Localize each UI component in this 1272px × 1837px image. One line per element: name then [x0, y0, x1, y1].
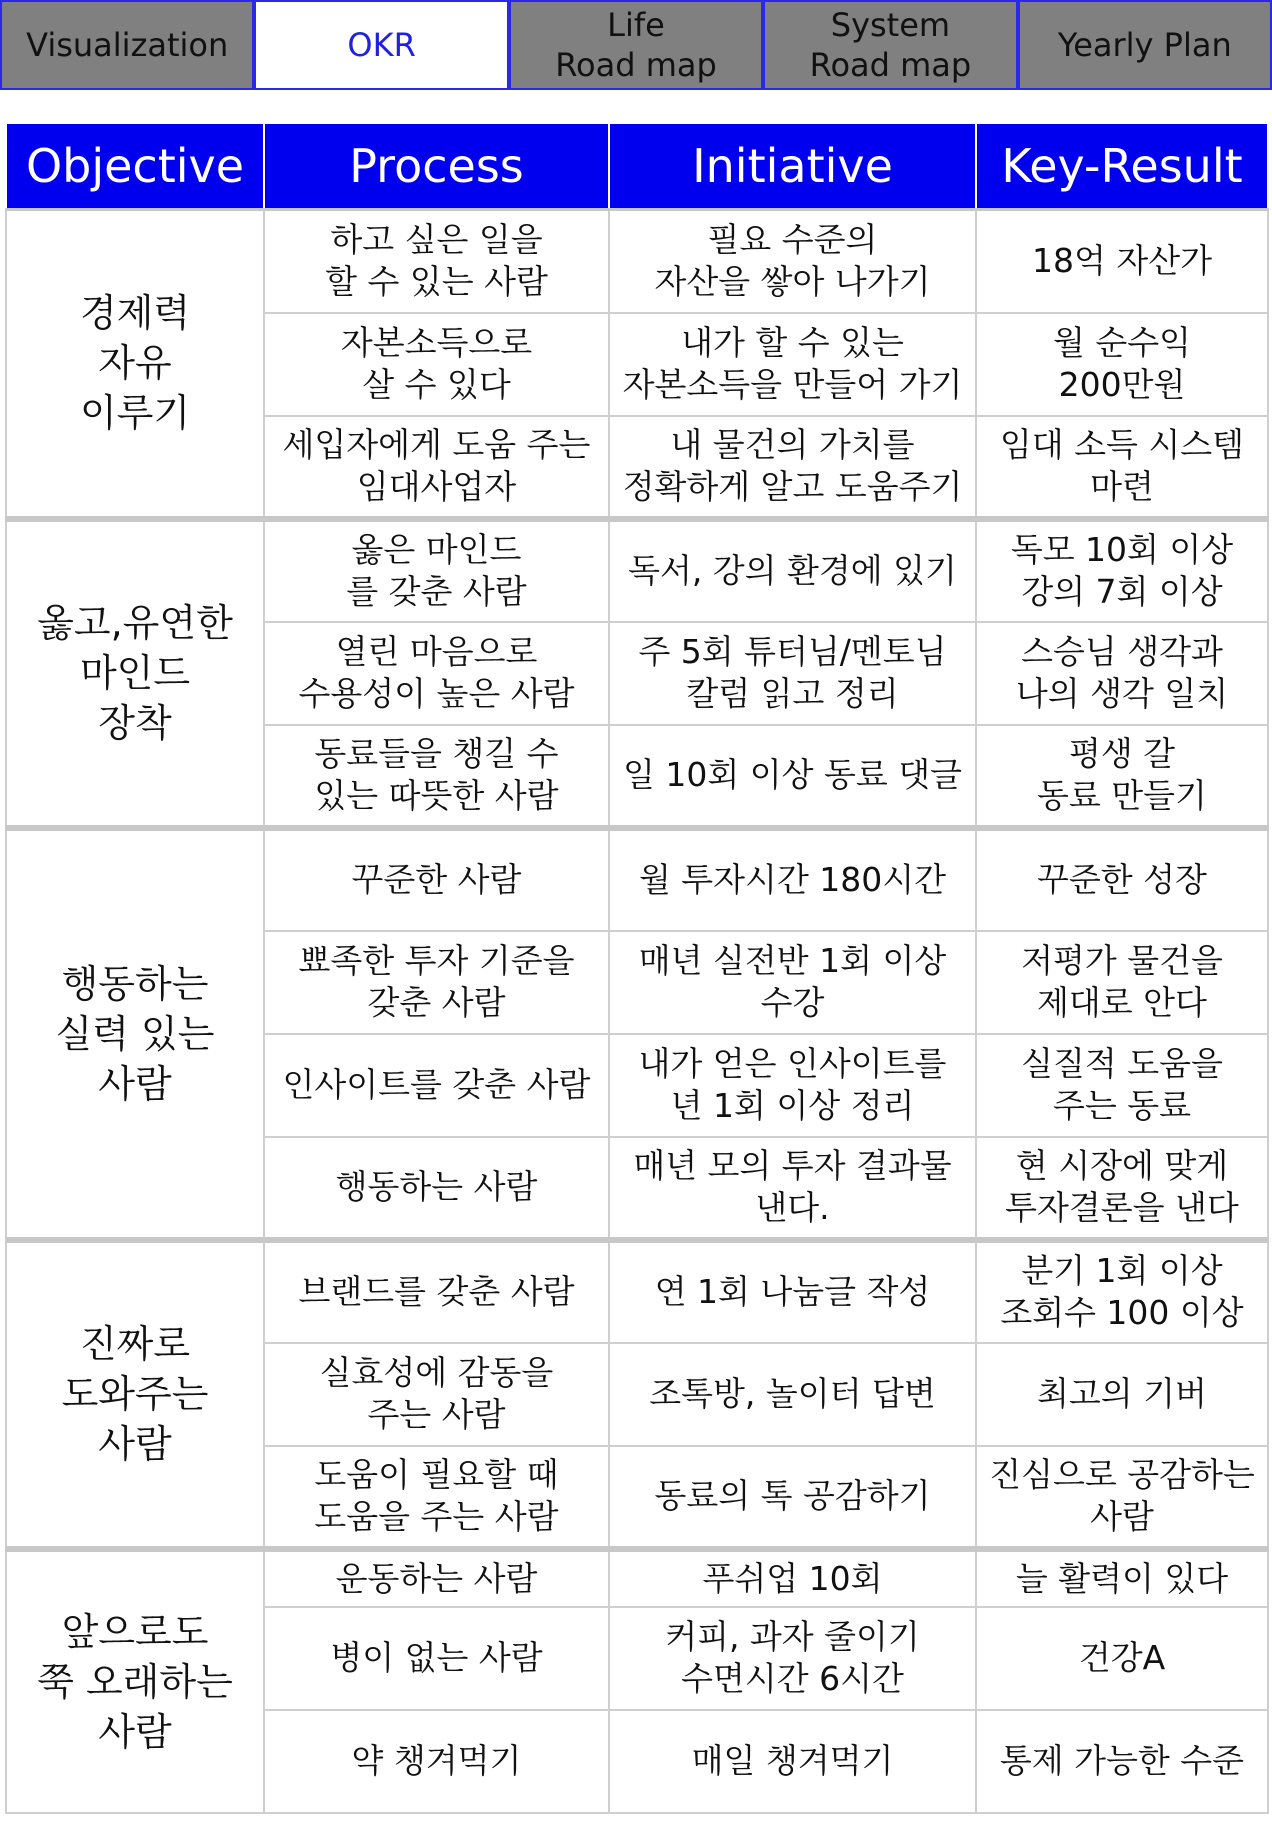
process-cell: 브랜드를 갖춘 사람	[264, 1240, 609, 1343]
tab-bar	[0, 0, 1272, 90]
process-cell: 열린 마음으로 수용성이 높은 사람	[264, 622, 609, 725]
initiative-cell: 푸쉬업 10회	[609, 1549, 976, 1607]
key-result-cell: 저평가 물건을 제대로 안다	[976, 931, 1268, 1034]
table-row	[6, 828, 1268, 931]
process-cell: 자본소득으로 살 수 있다	[264, 313, 609, 416]
tab-life-road-map[interactable]: Life Road map	[509, 0, 763, 90]
initiative-cell: 일 10회 이상 동료 댓글	[609, 725, 976, 828]
process-cell: 세입자에게 도움 주는 임대사업자	[264, 416, 609, 519]
objective-cell: 진짜로 도와주는 사람	[6, 1240, 264, 1549]
key-result-cell: 평생 갈 동료 만들기	[976, 725, 1268, 828]
process-cell: 운동하는 사람	[264, 1549, 609, 1607]
header-objective: Objective	[6, 123, 264, 210]
process-cell: 인사이트를 갖춘 사람	[264, 1034, 609, 1137]
initiative-cell: 매년 모의 투자 결과물 낸다.	[609, 1137, 976, 1240]
header-initiative: Initiative	[609, 123, 976, 210]
table-row	[6, 1549, 1268, 1607]
initiative-cell: 월 투자시간 180시간	[609, 828, 976, 931]
tab-visualization[interactable]: Visualization	[0, 0, 254, 90]
process-cell: 옳은 마인드 를 갖춘 사람	[264, 519, 609, 622]
key-result-cell: 진심으로 공감하는 사람	[976, 1446, 1268, 1549]
objective-cell: 앞으로도 쭉 오래하는 사람	[6, 1549, 264, 1813]
process-cell: 꾸준한 사람	[264, 828, 609, 931]
key-result-cell: 독모 10회 이상 강의 7회 이상	[976, 519, 1268, 622]
process-cell: 행동하는 사람	[264, 1137, 609, 1240]
process-cell: 약 챙겨먹기	[264, 1710, 609, 1813]
header-process: Process	[264, 123, 609, 210]
process-cell: 뾰족한 투자 기준을 갖춘 사람	[264, 931, 609, 1034]
table-row	[6, 519, 1268, 622]
tab-okr[interactable]: OKR	[254, 0, 508, 90]
tab-system-road-map[interactable]: System Road map	[763, 0, 1017, 90]
initiative-cell: 내 물건의 가치를 정확하게 알고 도움주기	[609, 416, 976, 519]
objective-cell: 행동하는 실력 있는 사람	[6, 828, 264, 1240]
key-result-cell: 스승님 생각과 나의 생각 일치	[976, 622, 1268, 725]
initiative-cell: 매년 실전반 1회 이상 수강	[609, 931, 976, 1034]
table-row	[6, 1240, 1268, 1343]
initiative-cell: 조톡방, 놀이터 답변	[609, 1343, 976, 1446]
tab-yearly-plan[interactable]: Yearly Plan	[1018, 0, 1272, 90]
okr-table	[5, 122, 1269, 1814]
header-row	[6, 123, 1268, 210]
initiative-cell: 주 5회 튜터님/멘토님 칼럼 읽고 정리	[609, 622, 976, 725]
initiative-cell: 매일 챙겨먹기	[609, 1710, 976, 1813]
initiative-cell: 필요 수준의 자산을 쌓아 나가기	[609, 210, 976, 313]
initiative-cell: 연 1회 나눔글 작성	[609, 1240, 976, 1343]
objective-cell: 옳고,유연한 마인드 장착	[6, 519, 264, 828]
objective-cell: 경제력 자유 이루기	[6, 210, 264, 519]
process-cell: 도움이 필요할 때 도움을 주는 사람	[264, 1446, 609, 1549]
initiative-cell: 내가 할 수 있는 자본소득을 만들어 가기	[609, 313, 976, 416]
process-cell: 하고 싶은 일을 할 수 있는 사람	[264, 210, 609, 313]
process-cell: 병이 없는 사람	[264, 1607, 609, 1710]
key-result-cell: 통제 가능한 수준	[976, 1710, 1268, 1813]
key-result-cell: 최고의 기버	[976, 1343, 1268, 1446]
key-result-cell: 현 시장에 맞게 투자결론을 낸다	[976, 1137, 1268, 1240]
table-row	[6, 210, 1268, 313]
header-key-result: Key-Result	[976, 123, 1268, 210]
process-cell: 동료들을 챙길 수 있는 따뜻한 사람	[264, 725, 609, 828]
key-result-cell: 18억 자산가	[976, 210, 1268, 313]
key-result-cell: 늘 활력이 있다	[976, 1549, 1268, 1607]
initiative-cell: 동료의 톡 공감하기	[609, 1446, 976, 1549]
initiative-cell: 독서, 강의 환경에 있기	[609, 519, 976, 622]
key-result-cell: 월 순수익 200만원	[976, 313, 1268, 416]
initiative-cell: 커피, 과자 줄이기 수면시간 6시간	[609, 1607, 976, 1710]
key-result-cell: 건강A	[976, 1607, 1268, 1710]
key-result-cell: 실질적 도움을 주는 동료	[976, 1034, 1268, 1137]
key-result-cell: 분기 1회 이상 조회수 100 이상	[976, 1240, 1268, 1343]
initiative-cell: 내가 얻은 인사이트를 년 1회 이상 정리	[609, 1034, 976, 1137]
process-cell: 실효성에 감동을 주는 사람	[264, 1343, 609, 1446]
key-result-cell: 임대 소득 시스템 마련	[976, 416, 1268, 519]
key-result-cell: 꾸준한 성장	[976, 828, 1268, 931]
